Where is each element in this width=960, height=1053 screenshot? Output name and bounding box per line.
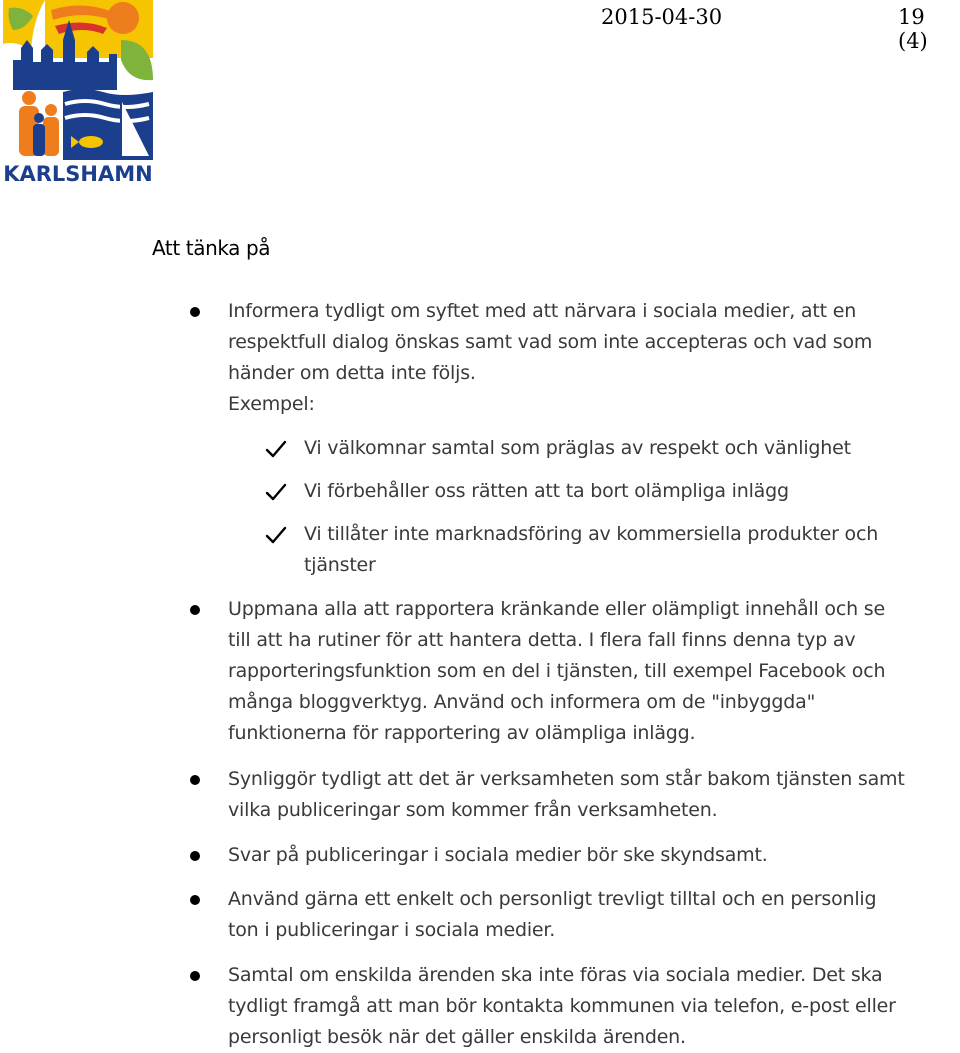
example-item xyxy=(304,519,954,581)
list-item-line: Svar på publiceringar i sociala medier bör ske skyndsamt. xyxy=(228,844,768,866)
list-item xyxy=(228,296,953,420)
page-number: 19 (4) xyxy=(898,5,928,53)
list-item xyxy=(228,960,953,1053)
list-item-line: Uppmana alla att rapportera kränkande eller olämpligt innehåll och se xyxy=(228,598,885,620)
example-item-line: Vi välkomnar samtal som präglas av respekt och vänlighet xyxy=(304,437,851,459)
logo-wordmark: KARLSHAMN xyxy=(3,162,153,186)
list-item-line: Synliggör tydligt att det är verksamheten som står bakom tjänsten samt xyxy=(228,768,905,790)
bullet-icon xyxy=(190,851,200,861)
list-item-line: händer om detta inte följs. xyxy=(228,362,476,384)
document-date: 2015-04-30 xyxy=(601,5,723,29)
checkmark-icon xyxy=(264,480,288,504)
bullet-icon xyxy=(190,605,200,615)
bullet-icon xyxy=(190,895,200,905)
example-item-line: Vi förbehåller oss rätten att ta bort olämpliga inlägg xyxy=(304,480,789,502)
list-item-line: många bloggverktyg. Använd och informera om de "inbyggda" xyxy=(228,691,816,713)
list-item-line: funktionerna för rapportering av olämpliga inlägg. xyxy=(228,722,696,744)
example-item xyxy=(304,433,954,464)
list-item xyxy=(228,840,953,871)
list-item-line: till att ha rutiner för att hantera detta. I flera fall finns denna typ av xyxy=(228,629,856,651)
list-item-line: tydligt framgå att man bör kontakta kommunen via telefon, e-post eller xyxy=(228,995,896,1017)
list-item-line: Informera tydligt om syftet med att närvara i sociala medier, att en xyxy=(228,300,857,322)
list-item xyxy=(228,764,953,826)
bullet-icon xyxy=(190,971,200,981)
example-item xyxy=(304,476,954,507)
checkmark-icon xyxy=(264,437,288,461)
example-item-line: Vi tillåter inte marknadsföring av kommersiella produkter och xyxy=(304,523,879,545)
karlshamn-logo xyxy=(3,0,153,188)
list-item-line: Exempel: xyxy=(228,393,315,415)
karlshamn-logo-graphic xyxy=(3,0,153,188)
section-heading: Att tänka på xyxy=(152,236,271,260)
list-item-line: Använd gärna ett enkelt och personligt trevligt tilltal och en personlig xyxy=(228,888,877,910)
bullet-icon xyxy=(190,775,200,785)
list-item xyxy=(228,594,953,749)
checkmark-icon xyxy=(264,523,288,547)
list-item-line: Samtal om enskilda ärenden ska inte föras via sociala medier. Det ska xyxy=(228,964,883,986)
list-item-line: personligt besök när det gäller enskilda ärenden. xyxy=(228,1026,686,1048)
example-item-line: tjänster xyxy=(304,554,376,576)
list-item-line: rapporteringsfunktion som en del i tjänsten, till exempel Facebook och xyxy=(228,660,886,682)
list-item-line: ton i publiceringar i sociala medier. xyxy=(228,919,556,941)
list-item xyxy=(228,884,953,946)
list-item-line: vilka publiceringar som kommer från verksamheten. xyxy=(228,799,718,821)
list-item-line: respektfull dialog önskas samt vad som inte accepteras och vad som xyxy=(228,331,873,353)
bullet-icon xyxy=(190,307,200,317)
